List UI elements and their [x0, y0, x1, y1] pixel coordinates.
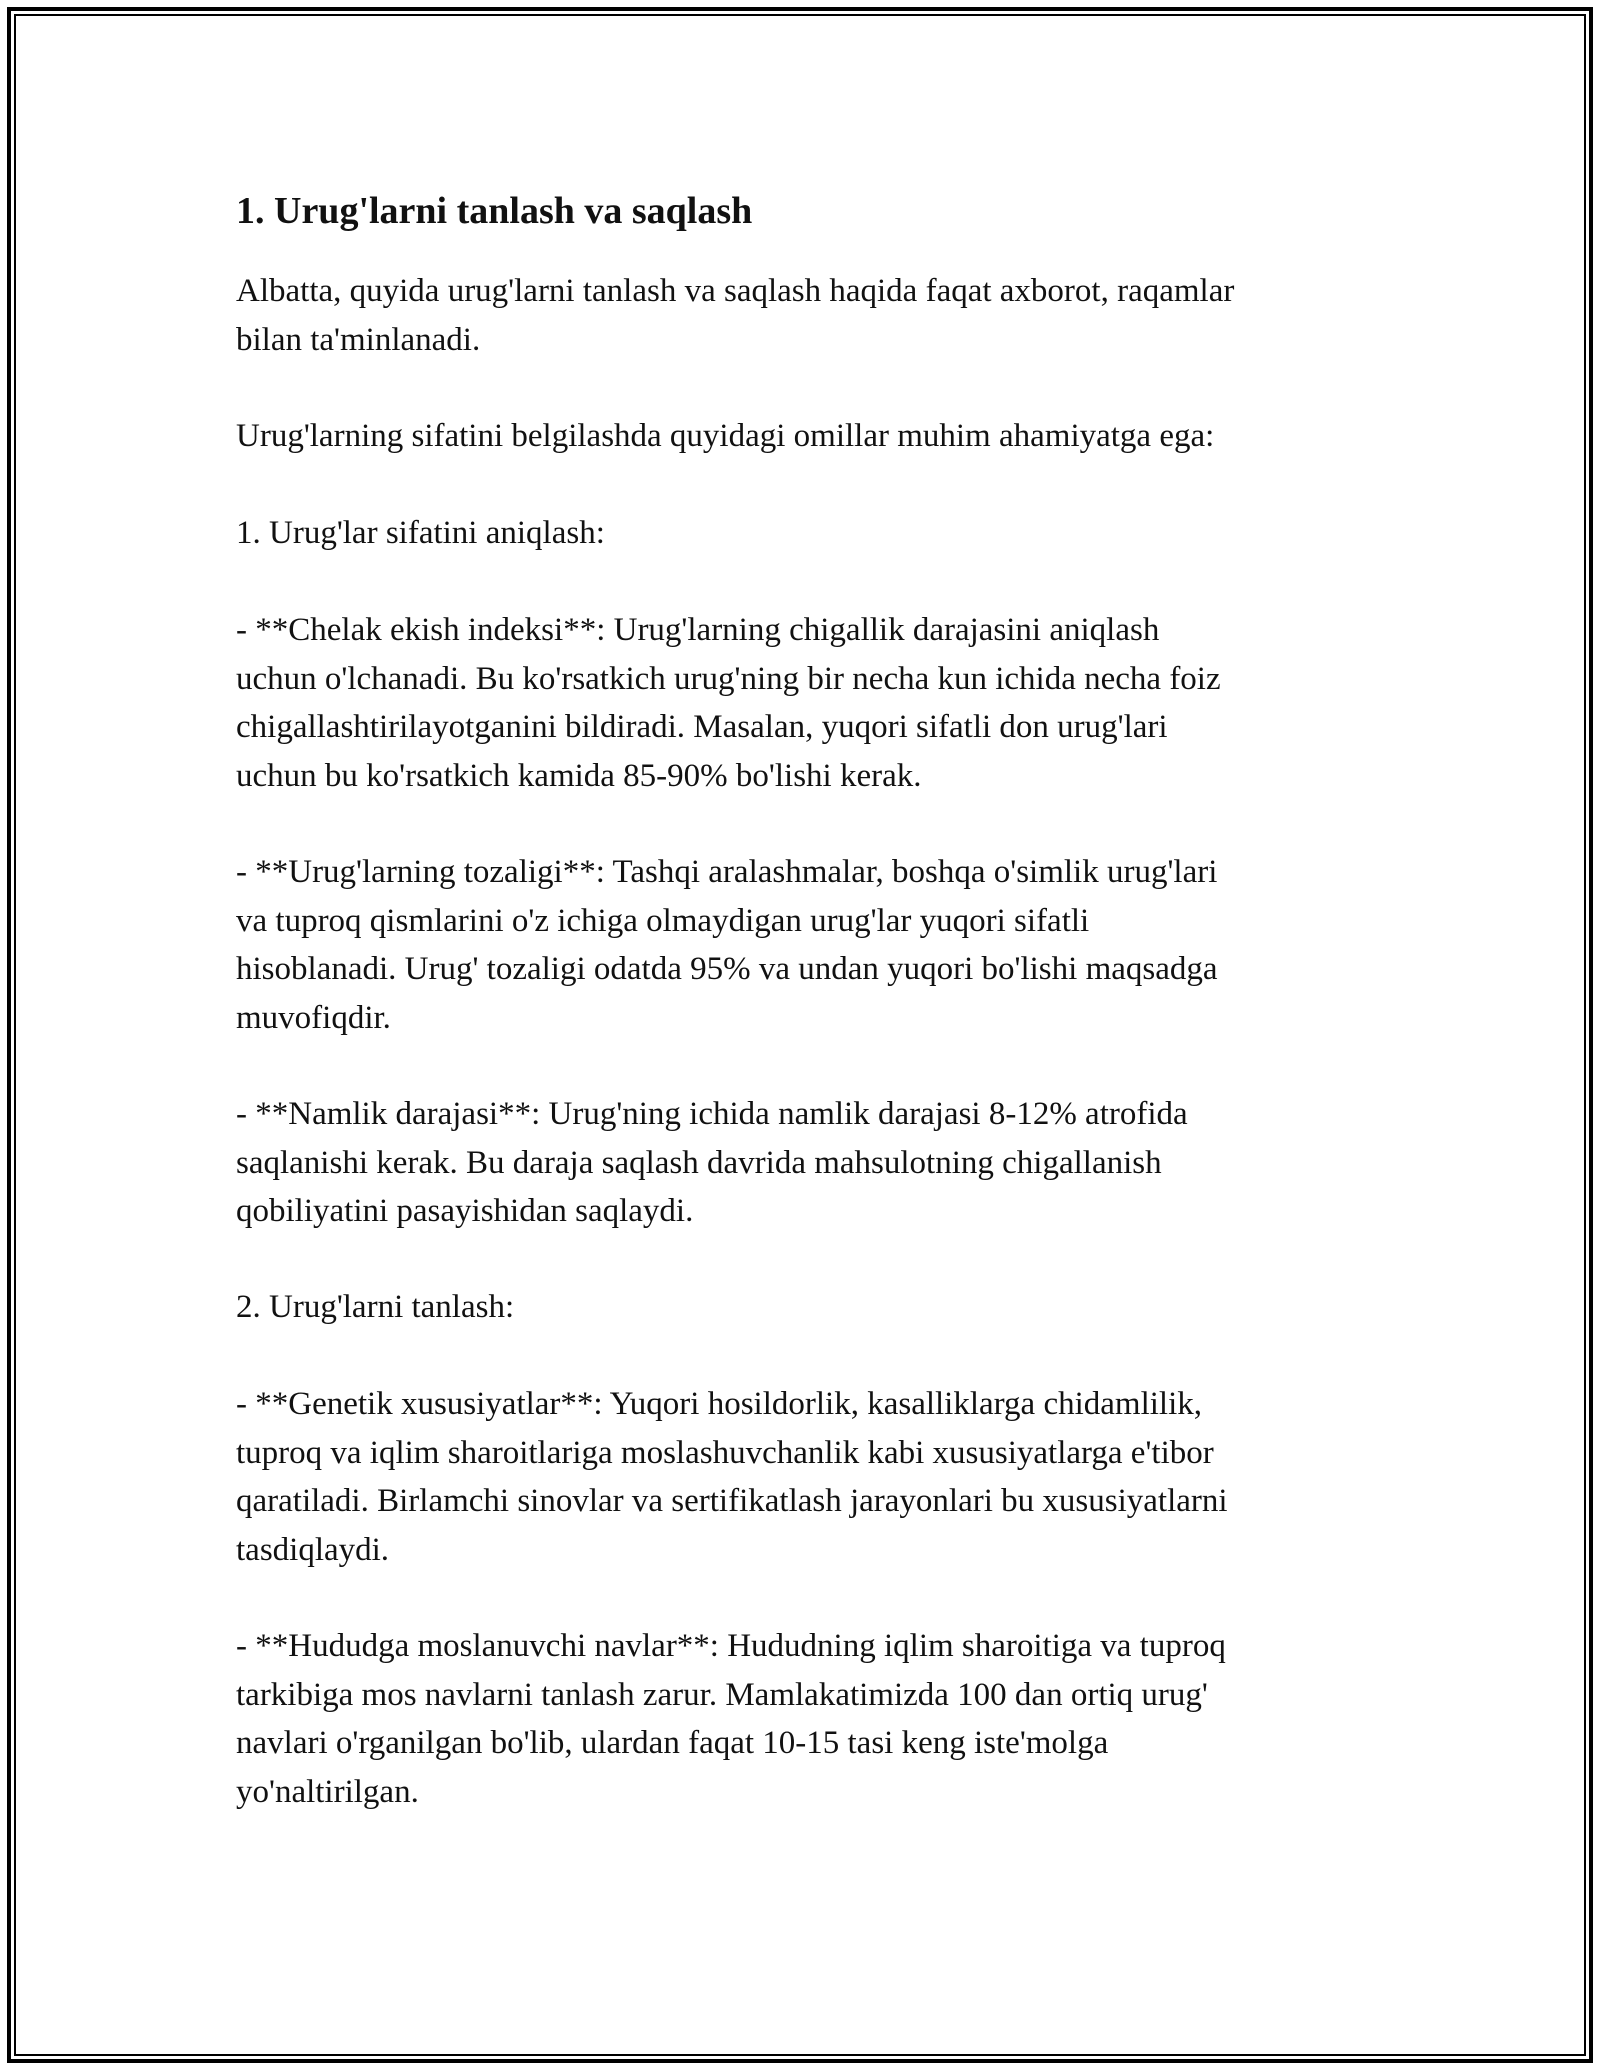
- intro-paragraph: Albatta, quyida urug'larni tanlash va saqlash haqida faqat axborot, raqamlar bilan ta'minlanadi.: [236, 273, 1235, 358]
- list-item-regional-varieties: - **Hududga moslanuvchi navlar**: Hududning iqlim sharoitiga va tuproq tarkibiga mos navlarni tanlash zarur. Mamlakatimizda 100 dan ortiq urug' navlari o'rganilgan bo'lib, ulardan faqat 10-15 tasi keng iste'molga yo'naltirilgan.: [236, 1628, 1226, 1810]
- list-item-purity: - **Urug'larning tozaligi**: Tashqi aralashmalar, boshqa o'simlik urug'lari va tuproq qismlarini o'z ichiga olmaydigan urug'lar yuqori sifatli hisoblanadi. Urug' tozaligi odatda 95% va undan yuqori bo'lishi maqsadga muvofiqdir.: [236, 854, 1218, 1036]
- list-item-moisture: - **Namlik darajasi**: Urug'ning ichida namlik darajasi 8-12% atrofida saqlanishi kerak. Bu daraja saqlash davrida mahsulotning chigallanish qobiliyatini pasayishidan saqlaydi.: [236, 1096, 1188, 1229]
- section-title: 1. Urug'larni tanlash va saqlash: [236, 190, 753, 232]
- list-item-germination-index: - **Chelak ekish indeksi**: Urug'larning chigallik darajasini aniqlash uchun o'lchanadi. Bu ko'rsatkich urug'ning bir necha kun ichida necha foiz chigallashtirilayotganini bildiradi. Masalan, yuqori sifatli don urug'lari uchun bu ko'rsatkich kamida 85-90% bo'lishi kerak.: [236, 612, 1221, 794]
- list-item-genetic-traits: - **Genetik xususiyatlar**: Yuqori hosildorlik, kasalliklarga chidamlilik, tuproq va iqlim sharoitlariga moslashuvchanlik kabi xususiyatlarga e'tibor qaratiladi. Birlamchi sinovlar va sertifikatlash jarayonlari bu xususiyatlarni tasdiqlaydi.: [236, 1386, 1228, 1568]
- list-heading-selection: 2. Urug'larni tanlash:: [236, 1289, 515, 1325]
- list-heading-quality: 1. Urug'lar sifatini aniqlash:: [236, 515, 605, 551]
- factors-paragraph: Urug'larning sifatini belgilashda quyidagi omillar muhim ahamiyatga ega:: [236, 418, 1215, 454]
